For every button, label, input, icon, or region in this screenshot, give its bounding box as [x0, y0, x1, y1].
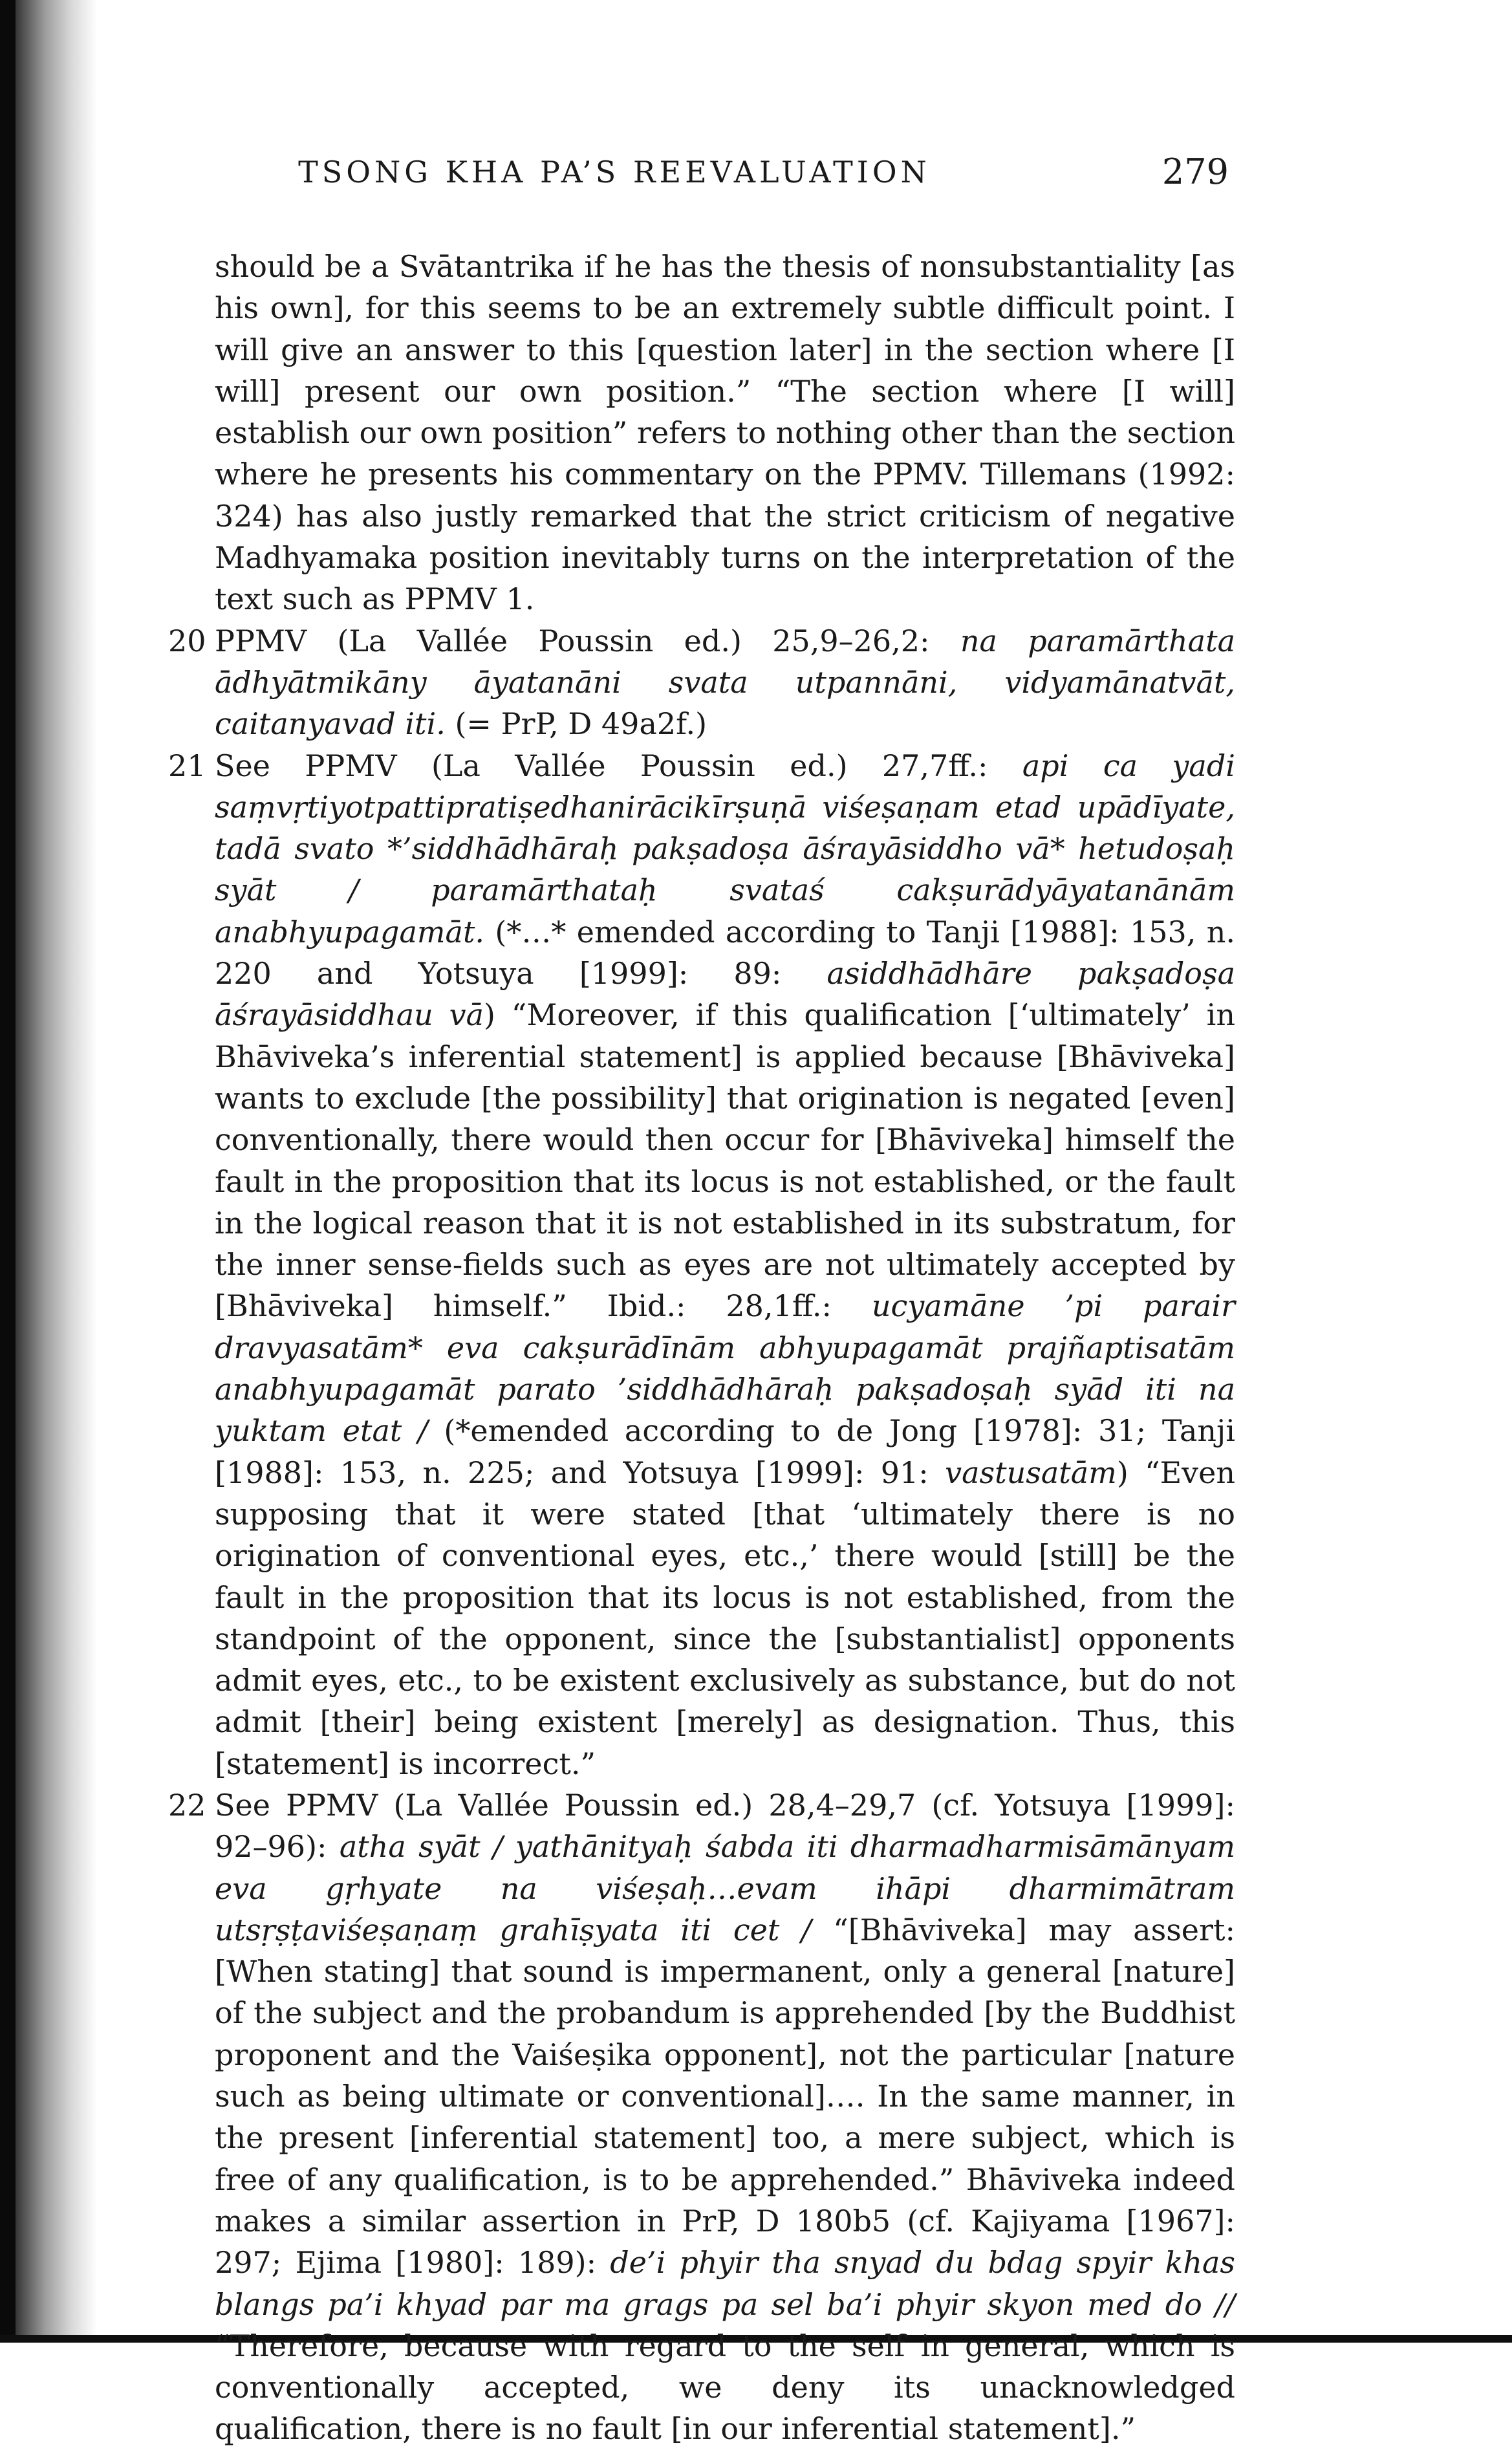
- note-segment-italic: ucyamāne ’pi parair dravyasatām* eva cakṣurādīnām abhyupagamāt prajñaptisatām anabhyupagamāt parato ’siddhādhāraḥ pakṣadoṣaḥ syād iti na yuktam etat /: [215, 1288, 1235, 1449]
- page-body: [168, 246, 1236, 2450]
- note-segment: (= PrP, D 49a2f.): [445, 706, 707, 742]
- note-segment-italic: atha syāt / yathānityaḥ śabda iti dharmadharmisāmānyam eva gṛhyate na viśeṣaḥ…evam ihāpi dharmimātram utsṛṣṭaviśeṣaṇaṃ grahīṣyata iti cet /: [215, 1829, 1236, 1947]
- note-segment: See PPMV (La Vallée Poussin ed.) 28,4–29,7 (cf. Yotsuya [1999]: 92–96):: [215, 1787, 1235, 1865]
- note-number: 21: [168, 748, 206, 783]
- note-number: 20: [168, 623, 206, 658]
- note-segment: “Therefore, because with regard to the self in general, which is conventionally accepted, we deny its unacknowledged qualification, there is no fault [in our inferential statement].”: [215, 2328, 1235, 2447]
- note-segment-italic: na paramārthata ādhyātmikāny āyatanāni svata utpannāni, vidyamānatvāt, caitanyavad iti.: [215, 623, 1236, 742]
- note-continuation: should be a Svātantrika if he has the thesis of nonsubstantiality [as his own], for this seems to be an extremely subtle difficult point. I will give an answer to this [question later] in the section where [I will] present our own position.” “The section where [I will] establish our own position” refers to nothing other than the section where he presents his commentary on the PPMV. Tillemans (1992: 324) has also justly remarked that the strict criticism of negative Madhyamaka position inevitably turns on the interpretation of the text such as PPMV 1.: [215, 249, 1235, 617]
- note-segment: PPMV (La Vallée Poussin ed.) 25,9–26,2:: [215, 623, 960, 658]
- note-segment-italic: asiddhādhāre pakṣadoṣa āśrayāsiddhau vā: [215, 956, 1236, 1033]
- note-segment: ) “Moreover, if this qualification [‘ultimately’ in Bhāviveka’s inferential statement] is applied because [Bhāviveka] wants to exclude [the possibility] that origination is negated [even] conventionally, there would then occur for [Bhāviveka] himself the fault in the proposition that its locus is not established, or the fault in the logical reason that it is not established in its substratum, for the inner sense-fields such as eyes are not ultimately accepted by [Bhāviveka] himself.” Ibid.: 28,1ff.:: [215, 997, 1236, 1324]
- note-number: 22: [168, 1787, 206, 1823]
- note-segment: (*…* emended according to Tanji [1988]: 153, n. 220 and Yotsuya [1999]: 89:: [215, 914, 1235, 992]
- note-segment: ) “Even supposing that it were stated [that ‘ultimately there is no origination of conventional eyes, etc.,’ there would [still] be the fault in the proposition that its locus is not established, from the standpoint of the opponent, since the [substantialist] opponents admit eyes, etc., to be existent exclusively as substance, but do not admit [their] being existent [merely] as designation. Thus, this [statement] is incorrect.”: [215, 1455, 1236, 1781]
- note-segment-italic: de’i phyir tha snyad du bdag spyir khas blangs pa’i khyad par ma grags pa sel ba’i phyir skyon med do //: [215, 2245, 1235, 2322]
- note-text: [215, 623, 1235, 742]
- note-text: [215, 748, 1235, 1781]
- note-segment: (*emended according to de Jong [1978]: 31; Tanji [1988]: 153, n. 225; and Yotsuya [1999]: 91:: [215, 1413, 1235, 1490]
- running-head-title: TSONG KHA PA’S REEVALUATION: [298, 155, 931, 190]
- note-segment-italic: vastusatām: [945, 1455, 1117, 1490]
- running-head: [213, 153, 1229, 198]
- note-text: [215, 1788, 1235, 2446]
- note-20: [168, 620, 1236, 745]
- note-segment-italic: api ca yadi saṃvṛtiyotpattipratiṣedhanirācikīrṣuṇā viśeṣaṇam etad upādīyate, tadā svato *’siddhādhāraḥ pakṣadoṣa āśrayāsiddho vā* hetudoṣaḥ syāt / paramārthataḥ svataś cakṣurādyāyatanānām anabhyupagamāt.: [215, 748, 1235, 949]
- page-number: 279: [1161, 151, 1229, 192]
- note-segment: “[Bhāviveka] may assert: [When stating] that sound is impermanent, only a general [nature] of the subject and the probandum is apprehended [by the Buddhist proponent and the Vaiśeṣika opponent], not the particular [nature such as being ultimate or conventional]…. In the same manner, in the present [inferential statement] too, a mere subject, which is free of any qualification, is to be apprehended.” Bhāviveka indeed makes a similar assertion in PrP, D 180b5 (cf. Kajiyama [1967]: 297; Ejima [1980]: 189):: [215, 1912, 1236, 2281]
- scan-binding-edge: [0, 0, 16, 2343]
- note-21: [168, 745, 1236, 1784]
- note-22: [168, 1784, 1236, 2450]
- note-segment: See PPMV (La Vallée Poussin ed.) 27,7ff.:: [215, 748, 1022, 783]
